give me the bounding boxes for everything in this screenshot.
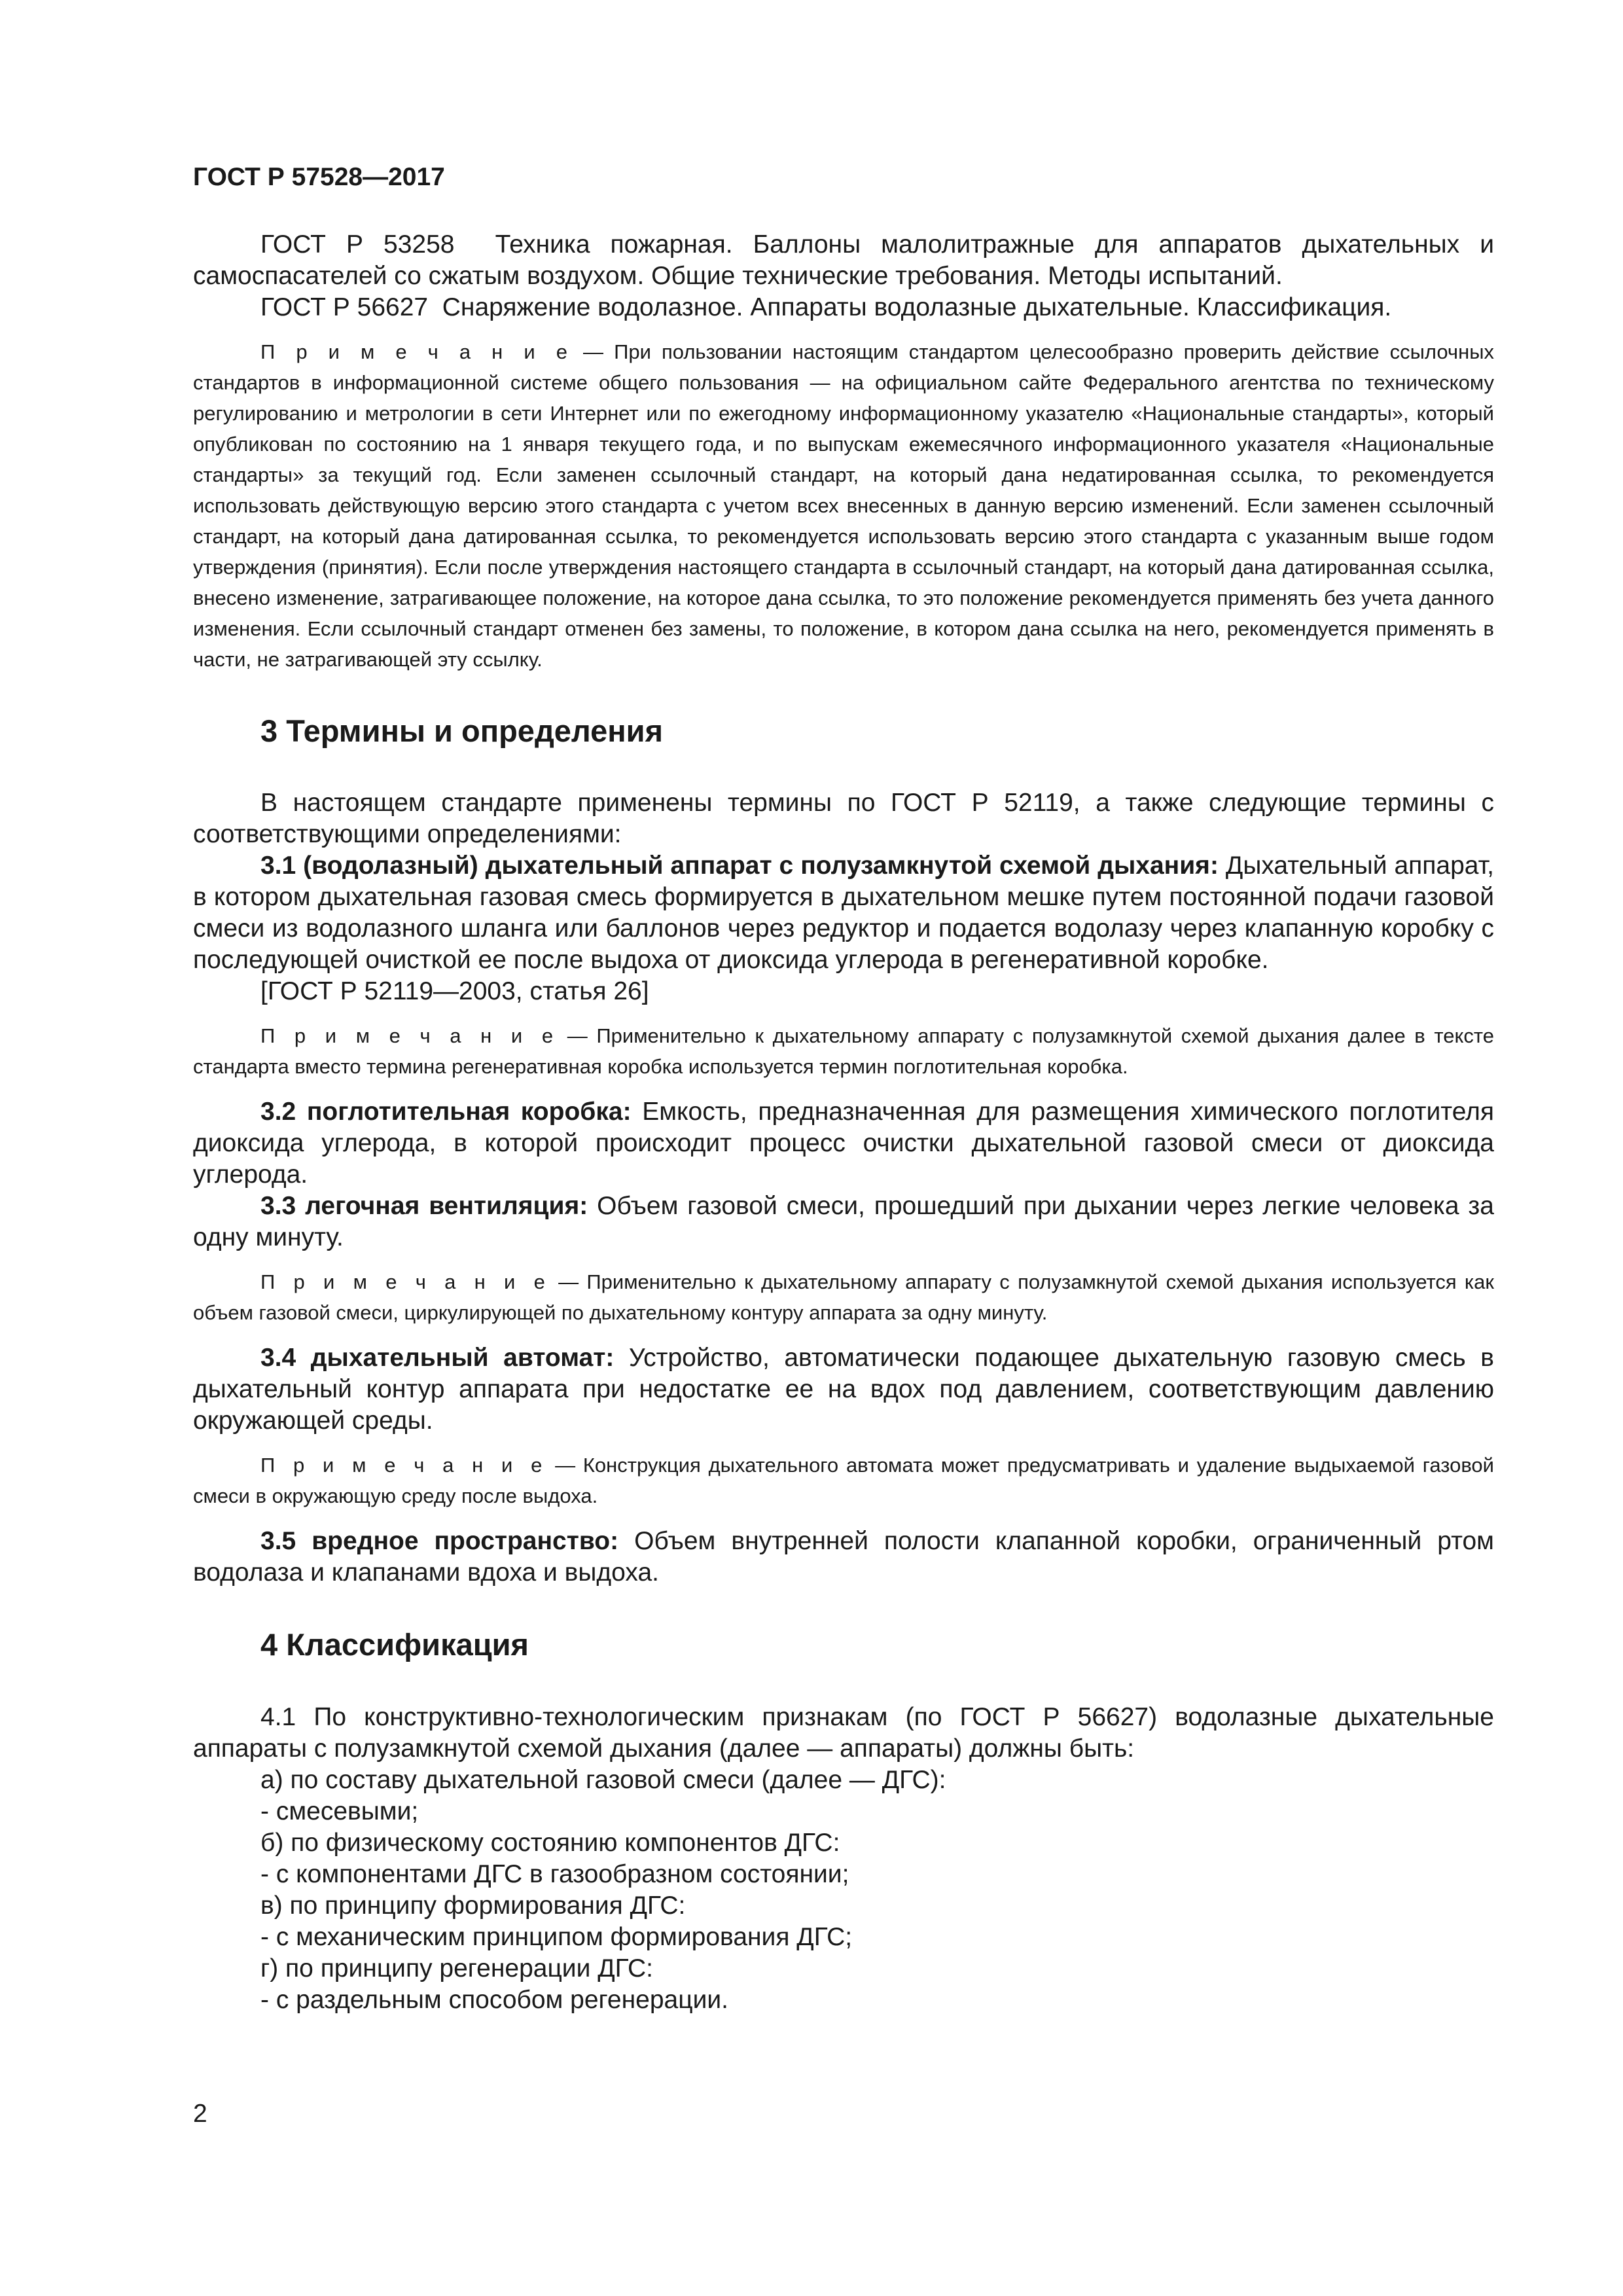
term-3-4 [193, 1342, 1494, 1437]
note-text: Применительно к дыхательному аппарату с полузамкнутой схемой дыхания используется как объем газовой смеси, циркулирующей по дыхательному контуру аппарата за одну минуту. [193, 1270, 1494, 1325]
section-3-title: 3 Термины и определения [260, 713, 663, 748]
document-code: ГОСТ Р 57528—2017 [193, 163, 445, 191]
note-label: П р и м е ч а н и е [260, 1024, 559, 1048]
page-number: 2 [193, 2100, 207, 2128]
section-3-intro: В настоящем стандарте применены термины по ГОСТ Р 52119, а также следующие термины с соответствующими определениями: [193, 789, 1494, 849]
reference-gost-56627 [193, 292, 1494, 323]
term-3-1-source: [ГОСТ Р 52119—2003, статья 26] [260, 977, 649, 1006]
term-definition: Дыхательный аппарат, в котором дыхательная газовая смесь формируется в дыхательном мешке путем постоянной подачи газовой смеси из водолазного шланга или баллонов через редуктор и подается водолазу через клапанную коробку с последующей очисткой ее после выдоха от диоксида углерода в регенеративной коробке. [193, 852, 1494, 975]
term-3-3 [193, 1191, 1494, 1253]
note-term-3-1: П р и м е ч а н и е — Применительно к дыхательному аппарату с полузамкнутой схемой дыхания далее в тексте стандарта вместо термина регенеративная коробка используется термин поглотительная коробка. [193, 1024, 1494, 1079]
classification-list [193, 1765, 1494, 2016]
list-item: - с компонентами ДГС в газообразном состоянии; [260, 1859, 849, 1888]
reference-code: ГОСТ Р 53258 [260, 230, 455, 259]
note-text: Конструкция дыхательного автомата может предусматривать и удаление выдыхаемой газовой смеси в окружающую среду после выдоха. [193, 1454, 1494, 1508]
list-item: а) по составу дыхательной газовой смеси (далее — ДГС): [260, 1765, 946, 1794]
list-item: в) по принципу формирования ДГС: [260, 1891, 686, 1920]
list-item: - с раздельным способом регенерации. [260, 1985, 728, 2014]
note-label: П р и м е ч а н и е [260, 1454, 548, 1477]
section-4-title: 4 Классификация [260, 1627, 529, 1662]
note-term-3-4: П р и м е ч а н и е — Конструкция дыхательного автомата может предусматривать и удаление выдыхаемой газовой смеси в окружающую среду после выдоха. [193, 1454, 1494, 1508]
term-3-1 [193, 850, 1494, 976]
term-3-2 [193, 1096, 1494, 1191]
note-term-3-3: П р и м е ч а н и е — Применительно к дыхательному аппарату с полузамкнутой схемой дыхания используется как объем газовой смеси, циркулирующей по дыхательному контуру аппарата за одну минуту. [193, 1270, 1494, 1325]
note-text: Применительно к дыхательному аппарату с полузамкнутой схемой дыхания далее в тексте стандарта вместо термина регенеративная коробка используется термин поглотительная коробка. [193, 1024, 1494, 1079]
reference-gost-53258 [193, 229, 1494, 292]
term-definition: Объем внутренней полости клапанной коробки, ограниченный ртом водолаза и клапанами вдоха и выдоха. [193, 1527, 1494, 1587]
term-title: 3.5 вредное пространство: [260, 1527, 619, 1556]
list-item: - смесевыми; [260, 1797, 419, 1825]
reference-text: Техника пожарная. Баллоны малолитражные для аппаратов дыхательных и самоспасателей со сжатым воздухом. Общие технические требования. Методы испытаний. [193, 230, 1495, 290]
note-label: П р и м е ч а н и е [260, 1270, 550, 1294]
term-title: 3.1 (водолазный) дыхательный аппарат с полузамкнутой схемой дыхания: [260, 852, 1219, 880]
reference-text: Снаряжение водолазное. Аппараты водолазные дыхательные. Классификация. [442, 293, 1392, 321]
list-item: б) по физическому состоянию компонентов ДГС: [260, 1828, 840, 1857]
list-item: г) по принципу регенерации ДГС: [260, 1954, 653, 1982]
reference-code: ГОСТ Р 56627 [260, 293, 429, 321]
term-definition: Объем газовой смеси, прошедший при дыхании через легкие человека за одну минуту. [193, 1192, 1494, 1252]
note-label: П р и м е ч а н и е [260, 340, 573, 363]
term-definition: Устройство, автоматически подающее дыхательную газовую смесь в дыхательный контур аппарата при недостатке ее на вдох под давлением, соответствующим давлению окружающей среды. [193, 1344, 1494, 1435]
term-title: 3.2 поглотительная коробка: [260, 1098, 632, 1126]
note-text: При пользовании настоящим стандартом целесообразно проверить действие ссылочных стандартов в информационной системе общего пользования — на официальном сайте Федерального агентства по техническому регулированию и метрологии в сети Интернет или по ежегодному информационному указателю «Национальные стандарты», который опубликован по состоянию на 1 января текущего года, и по выпускам ежемесячного информационного указателя «Национальные стандарты» за текущий год. Если заменен ссылочный стандарт, на который дана недатированная ссылка, то рекомендуется использовать действующую версию этого стандарта с учетом всех внесенных в данную версию изменений. Если заменен ссылочный стандарт, на который дана датированная ссылка, то рекомендуется использовать версию этого стандарта с указанным выше годом утверждения (принятия). Если после утверждения настоящего стандарта в ссылочный стандарт, на который дана датированная ссылка, внесено изменение, затрагивающее положение, на которое дана ссылка, то это положение рекомендуется применять без учета данного изменения. Если ссылочный стандарт отменен без замены, то положение, в котором дана ссылка на него, рекомендуется применять в части, не затрагивающей эту ссылку. [193, 340, 1494, 671]
term-definition: Емкость, предназначенная для размещения химического поглотителя диоксида углерода, в которой происходит процесс очистки дыхательной газовой смеси от диоксида углерода. [193, 1098, 1495, 1189]
note-references: П р и м е ч а н и е — При пользовании настоящим стандартом целесообразно проверить действие ссылочных стандартов в информационной системе общего пользования — на официальном сайте Федерального агентства по техническому регулированию и метрологии в сети Интернет или по ежегодному информационному указателю «Национальные стандарты», который опубликован по состоянию на 1 января текущего года, и по выпускам ежемесячного информационного указателя «Национальные стандарты» за текущий год. Если заменен ссылочный стандарт, на который дана недатированная ссылка, то рекомендуется использовать действующую версию этого стандарта с учетом всех внесенных в данную версию изменений. Если заменен ссылочный стандарт, на который дана датированная ссылка, то рекомендуется использовать версию этого стандарта с указанным выше годом утверждения (принятия). Если после утверждения настоящего стандарта в ссылочный стандарт, на который дана датированная ссылка, внесено изменение, затрагивающее положение, на которое дана ссылка, то это положение рекомендуется применять без учета данного изменения. Если ссылочный стандарт отменен без замены, то положение, в котором дана ссылка на него, рекомендуется применять в части, не затрагивающей эту ссылку. [193, 340, 1494, 671]
term-title: 3.3 легочная вентиляция: [260, 1192, 588, 1221]
list-item: - с механическим принципом формирования ДГС; [260, 1922, 853, 1951]
term-title: 3.4 дыхательный автомат: [260, 1344, 615, 1372]
page-content [193, 229, 1494, 2016]
term-3-5 [193, 1526, 1494, 1588]
paragraph-4-1: 4.1 По конструктивно-технологическим признакам (по ГОСТ Р 56627) водолазные дыхательные аппараты с полузамкнутой схемой дыхания (далее — аппараты) должны быть: [193, 1702, 1494, 1763]
